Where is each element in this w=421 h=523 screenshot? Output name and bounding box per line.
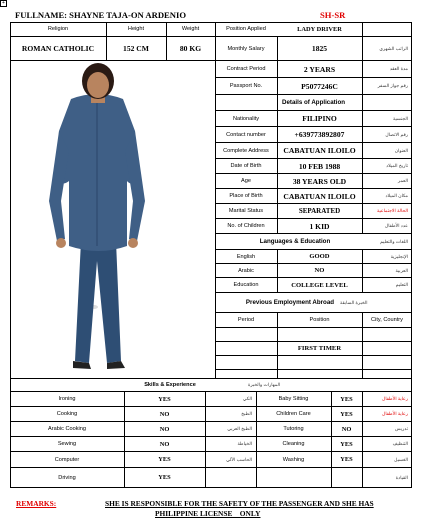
detail-value: +639773892807 [294,130,345,139]
detail-label: Date of Birth [230,163,262,169]
skill-left-label: Computer [54,456,80,463]
detail-arabic: رقم الاتصال [385,131,408,137]
skill-left-arabic: الطبخ [241,411,252,416]
reference-code: SH-SR [320,10,346,20]
contract-period-value: 2 YEARS [303,64,336,74]
detail-arabic: عدد الأطفال [384,223,408,228]
skill-right-label: Tutoring [283,426,304,432]
skill-left-value: NO [159,410,170,418]
skill-right-arabic: تدريس [394,426,408,431]
skill-right-value [331,468,362,487]
remarks-text-line2: PHILIPPINE LICENSE ONLY [155,509,261,518]
remarks-text-line1: SHE IS RESPONSIBLE FOR THE SAFETY OF THE PASSENGER AND SHE HAS [105,499,374,508]
skill-right-value: YES [340,410,353,418]
detail-arabic: الجنسية [393,115,408,121]
detail-arabic: العنوان [394,147,408,153]
remarks-label: REMARKS: [16,499,57,508]
religion-header: Religion [47,26,69,32]
skill-right-arabic: الغسيل [394,456,408,462]
employment-position-value: FIRST TIMER [297,345,342,352]
detail-value: 1 KID [309,221,330,231]
skill-right-label: Cleaning [282,441,305,447]
detail-label: Complete Address [223,147,269,154]
skill-right-label [256,468,331,487]
detail-value: FILIPINO [302,114,337,123]
detail-value: SEPARATED [298,207,341,215]
skill-left-arabic [205,468,256,487]
skill-left-label: Cooking [56,411,78,417]
skill-left-value: YES [158,395,171,403]
skill-left-label: Ironing [58,396,76,402]
employment-country-header: City, Country [371,317,403,323]
education-arabic: التعليم [395,282,408,287]
education-value: COLLEGE LEVEL [291,281,348,289]
detail-value: CABATUAN ILOILO [283,146,356,155]
contract-period-label: Contract Period [226,66,266,72]
monthly-salary-arabic: الراتب الشهري [379,45,408,51]
employment-title-arabic: الخبرة السابقة [340,299,368,305]
detail-arabic: تاريخ الميلاد [386,163,408,168]
skills-title-arabic: المهارات والخبرة [248,382,281,387]
detail-label: Age [241,178,251,184]
detail-value: CABATUAN ILOILO [283,191,356,201]
skill-left-arabic: الحاسب الآلي [226,456,252,462]
language-english-value: GOOD [309,253,330,260]
detail-arabic: مكان الميلاد [385,193,408,198]
skill-right-arabic: رعاية الأطفال [382,396,408,401]
detail-label: No. of Children [227,223,265,229]
height-header: Height [127,26,145,32]
skill-right-value: YES [340,440,353,448]
detail-value: 38 YEARS OLD [292,176,347,186]
height-value: 152 CM [123,44,149,53]
detail-arabic: العمر [397,178,408,183]
skill-left-value: NO [159,440,170,448]
skill-right-arabic: القيادة [395,474,408,480]
skill-left-value: NO [159,425,170,433]
detail-label: Contact number [226,131,266,138]
detail-arabic: الحالة الاجتماعية [377,208,408,213]
skill-left-arabic: الكي [242,396,252,401]
monthly-salary-label: Monthly Salary [227,45,265,52]
skill-left-value: YES [158,456,171,463]
detail-label: Place of Birth [229,193,263,199]
skills-title: Skills & Experience [144,382,196,388]
skill-right-label: Baby Sitting [278,396,309,402]
position-applied-header: Position Applied [226,26,266,32]
languages-title-arabic: اللغات والتعليم [380,238,408,244]
skill-right-label: Washing [282,456,305,463]
employment-title: Previous Employment Abroad [245,299,335,306]
skill-left-label: Driving [58,474,76,481]
skill-left-arabic: الطبخ العربي [227,426,252,431]
skill-right-arabic: التنظيف [392,441,408,446]
language-arabic-value: NO [314,267,325,274]
religion-value: ROMAN CATHOLIC [21,44,95,53]
skill-left-arabic: الخياطة [237,441,252,446]
employment-period-header: Period [237,317,255,323]
monthly-salary-value: 1825 [311,44,328,53]
passport-label: Passport No. [229,83,263,89]
languages-title: Languages & Education [259,238,331,245]
skill-right-label: Children Care [276,411,311,417]
skill-right-value: YES [340,395,353,403]
detail-label: Nationality [232,115,260,122]
employment-position-header: Position [309,317,330,323]
education-label: Education [233,282,259,288]
skill-left-value: YES [158,474,171,481]
fullname-title: FULLNAME: SHAYNE TAJA-ON ARDENIO [15,10,187,20]
details-title: Details of Application [281,99,346,106]
position-applied-value: LADY DRIVER [297,25,342,33]
contract-period-arabic: مدة العقد [389,66,408,71]
applicant-photo [11,61,215,378]
detail-label: Marital Status [228,208,264,214]
weight-value: 80 KG [179,44,202,53]
language-english-label: English [236,253,256,260]
weight-header: Weight [181,26,200,32]
skill-right-value: NO [341,425,352,433]
skill-right-arabic: رعاية الأطفال [382,411,408,416]
corner-marker: + [0,0,7,7]
language-arabic-label: Arabic [238,267,254,274]
passport-arabic: رقم جواز السفر [377,83,408,88]
skill-right-value: YES [340,456,353,463]
skill-left-label: Arabic Cooking [48,426,86,432]
language-arabic-arabic: العربية [395,267,408,273]
detail-value: 10 FEB 1988 [298,161,341,171]
language-english-arabic: الإنجليزية [390,253,408,259]
skill-left-label: Sewing [57,441,77,447]
passport-value: P5077246C [301,81,338,91]
